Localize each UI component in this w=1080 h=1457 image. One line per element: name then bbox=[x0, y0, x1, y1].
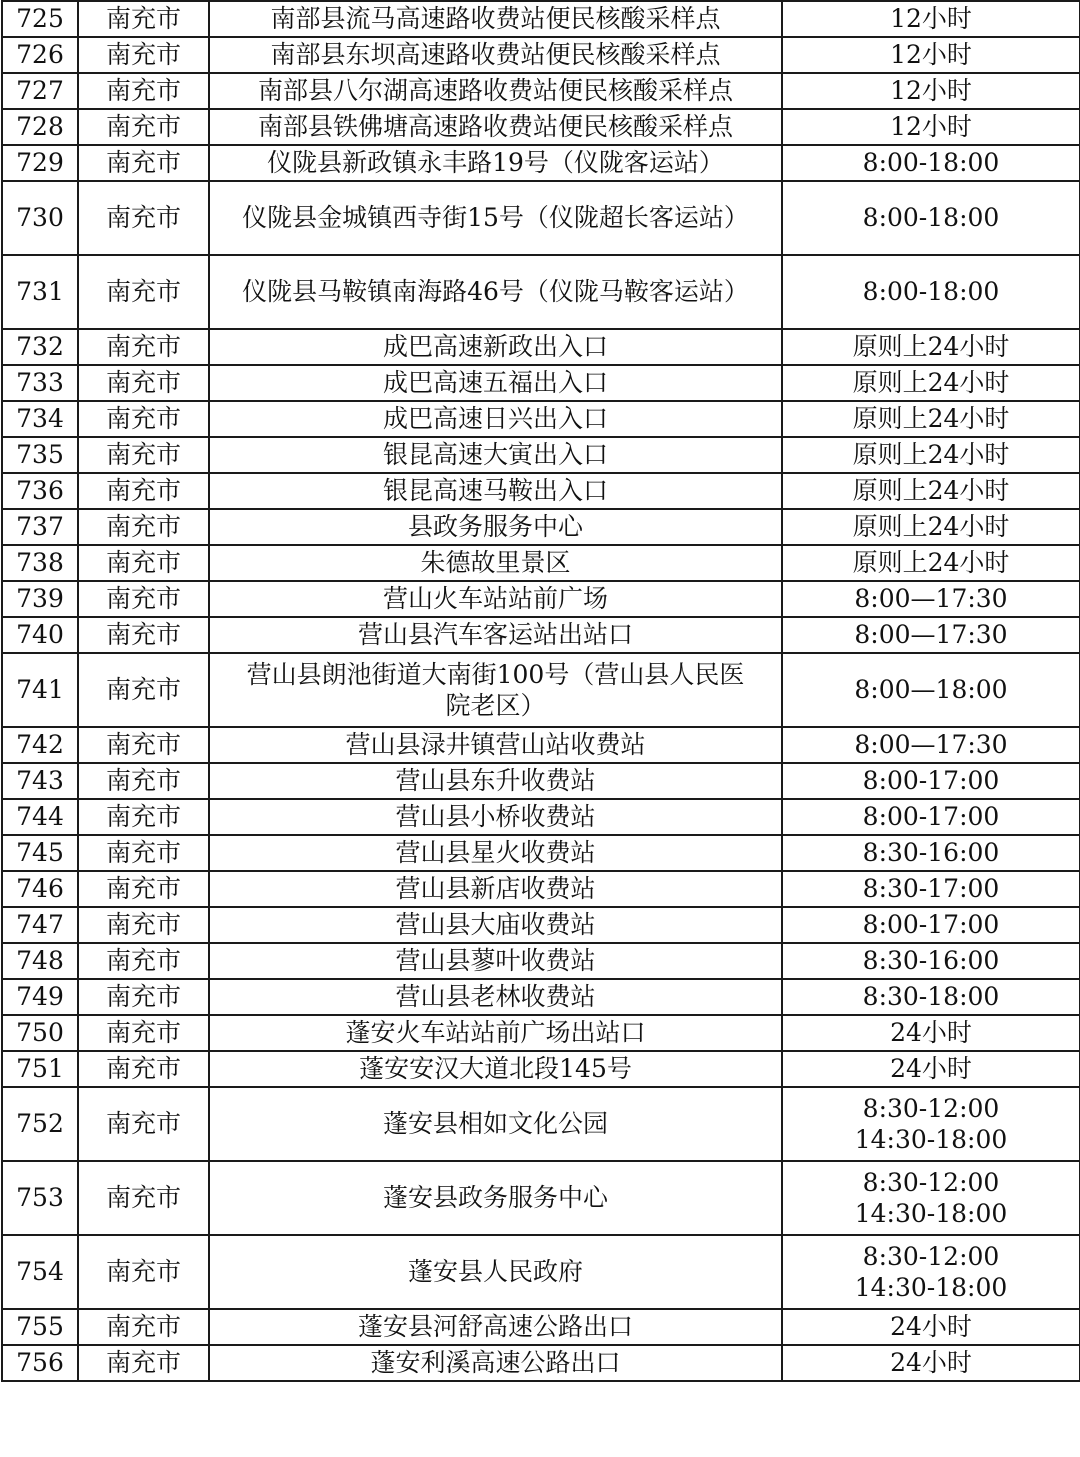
city-cell: 南充市 bbox=[78, 1309, 209, 1345]
hours-cell bbox=[782, 1, 1080, 37]
hours-cell bbox=[782, 1015, 1080, 1051]
location-line: 营山县东升收费站 bbox=[395, 766, 596, 795]
location-line: 营山县老林收费站 bbox=[395, 982, 596, 1011]
city-cell: 南充市 bbox=[78, 1087, 209, 1161]
table-row bbox=[2, 727, 1080, 763]
hours-line: 8:00-17:00 bbox=[862, 802, 1000, 831]
location-line: 营山县小桥收费站 bbox=[395, 802, 596, 831]
city-cell: 南充市 bbox=[78, 37, 209, 73]
row-number-cell: 748 bbox=[2, 943, 78, 979]
hours-cell bbox=[782, 437, 1080, 473]
row-number-cell: 743 bbox=[2, 763, 78, 799]
hours-line: 原则上24小时 bbox=[852, 368, 1010, 397]
table-row bbox=[2, 907, 1080, 943]
row-number-cell: 749 bbox=[2, 979, 78, 1015]
hours-line: 8:30-16:00 bbox=[862, 946, 1000, 975]
location-cell bbox=[209, 1051, 782, 1087]
table-row bbox=[2, 37, 1080, 73]
city-cell: 南充市 bbox=[78, 1235, 209, 1309]
table-row bbox=[2, 401, 1080, 437]
location-line: 营山县渌井镇营山站收费站 bbox=[345, 730, 646, 759]
hours-cell bbox=[782, 653, 1080, 727]
hours-cell bbox=[782, 727, 1080, 763]
table-row bbox=[2, 329, 1080, 365]
row-number-cell: 745 bbox=[2, 835, 78, 871]
row-number-cell: 746 bbox=[2, 871, 78, 907]
city-cell: 南充市 bbox=[78, 871, 209, 907]
location-cell bbox=[209, 653, 782, 727]
table-row bbox=[2, 1161, 1080, 1235]
row-number-cell: 739 bbox=[2, 581, 78, 617]
city-cell: 南充市 bbox=[78, 509, 209, 545]
hours-cell bbox=[782, 763, 1080, 799]
hours-line: 8:00—17:30 bbox=[854, 730, 1008, 759]
location-cell bbox=[209, 1087, 782, 1161]
table-row bbox=[2, 473, 1080, 509]
location-line: 南部县八尔湖高速路收费站便民核酸采样点 bbox=[257, 76, 733, 105]
row-number-cell: 736 bbox=[2, 473, 78, 509]
row-number-cell: 738 bbox=[2, 545, 78, 581]
location-cell bbox=[209, 73, 782, 109]
location-cell bbox=[209, 581, 782, 617]
location-cell bbox=[209, 943, 782, 979]
location-cell bbox=[209, 255, 782, 329]
row-number-cell: 754 bbox=[2, 1235, 78, 1309]
location-line: 营山火车站站前广场 bbox=[382, 584, 608, 613]
location-line: 蓬安安汉大道北段145号 bbox=[359, 1054, 632, 1083]
location-line: 朱德故里景区 bbox=[420, 548, 571, 577]
table-row bbox=[2, 181, 1080, 255]
location-line: 南部县流马高速路收费站便民核酸采样点 bbox=[270, 4, 721, 33]
table-row bbox=[2, 1015, 1080, 1051]
hours-line: 24小时 bbox=[890, 1018, 972, 1047]
hours-cell bbox=[782, 145, 1080, 181]
row-number-cell: 731 bbox=[2, 255, 78, 329]
location-cell bbox=[209, 1015, 782, 1051]
location-line: 成巴高速日兴出入口 bbox=[382, 404, 608, 433]
hours-cell bbox=[782, 1051, 1080, 1087]
hours-line: 8:00—17:30 bbox=[854, 584, 1008, 613]
city-cell: 南充市 bbox=[78, 727, 209, 763]
city-cell: 南充市 bbox=[78, 73, 209, 109]
location-cell bbox=[209, 727, 782, 763]
city-cell: 南充市 bbox=[78, 145, 209, 181]
table-row bbox=[2, 437, 1080, 473]
city-cell: 南充市 bbox=[78, 329, 209, 365]
city-cell: 南充市 bbox=[78, 545, 209, 581]
hours-line: 24小时 bbox=[890, 1348, 972, 1377]
row-number-cell: 725 bbox=[2, 1, 78, 37]
table-row bbox=[2, 617, 1080, 653]
location-cell bbox=[209, 871, 782, 907]
location-cell bbox=[209, 329, 782, 365]
hours-line: 8:30-18:00 bbox=[862, 982, 1000, 1011]
city-cell: 南充市 bbox=[78, 109, 209, 145]
row-number-cell: 733 bbox=[2, 365, 78, 401]
city-cell: 南充市 bbox=[78, 653, 209, 727]
location-line: 银昆高速大寅出入口 bbox=[382, 440, 608, 469]
hours-cell bbox=[782, 401, 1080, 437]
hours-line: 24小时 bbox=[890, 1312, 972, 1341]
hours-line: 8:30-12:00 bbox=[862, 1242, 1000, 1271]
hours-line: 8:00-17:00 bbox=[862, 766, 1000, 795]
city-cell: 南充市 bbox=[78, 473, 209, 509]
table-row bbox=[2, 145, 1080, 181]
location-cell bbox=[209, 799, 782, 835]
hours-cell bbox=[782, 545, 1080, 581]
city-cell: 南充市 bbox=[78, 181, 209, 255]
city-cell: 南充市 bbox=[78, 1161, 209, 1235]
hours-cell bbox=[782, 943, 1080, 979]
location-cell bbox=[209, 37, 782, 73]
location-line: 仪陇县新政镇永丰路19号（仪陇客运站） bbox=[267, 148, 724, 177]
location-line: 营山县朗池街道大南街100号（营山县人民医 bbox=[246, 660, 745, 689]
city-cell: 南充市 bbox=[78, 979, 209, 1015]
hours-cell bbox=[782, 835, 1080, 871]
hours-cell bbox=[782, 1345, 1080, 1381]
location-cell bbox=[209, 763, 782, 799]
table-row bbox=[2, 109, 1080, 145]
hours-cell bbox=[782, 473, 1080, 509]
testing-sites-table bbox=[1, 0, 1080, 1382]
row-number-cell: 729 bbox=[2, 145, 78, 181]
location-cell bbox=[209, 401, 782, 437]
row-number-cell: 750 bbox=[2, 1015, 78, 1051]
location-line: 营山县星火收费站 bbox=[395, 838, 596, 867]
row-number-cell: 740 bbox=[2, 617, 78, 653]
location-line: 蓬安县相如文化公园 bbox=[382, 1109, 608, 1138]
hours-cell bbox=[782, 1235, 1080, 1309]
location-cell bbox=[209, 473, 782, 509]
table-row bbox=[2, 1087, 1080, 1161]
location-cell bbox=[209, 1309, 782, 1345]
city-cell: 南充市 bbox=[78, 255, 209, 329]
row-number-cell: 727 bbox=[2, 73, 78, 109]
city-cell: 南充市 bbox=[78, 437, 209, 473]
hours-cell bbox=[782, 617, 1080, 653]
table-row bbox=[2, 943, 1080, 979]
location-cell bbox=[209, 907, 782, 943]
hours-line: 24小时 bbox=[890, 1054, 972, 1083]
location-cell bbox=[209, 509, 782, 545]
location-line: 成巴高速新政出入口 bbox=[382, 332, 608, 361]
location-line: 营山县大庙收费站 bbox=[395, 910, 596, 939]
hours-cell bbox=[782, 799, 1080, 835]
location-cell bbox=[209, 181, 782, 255]
location-cell bbox=[209, 1345, 782, 1381]
hours-line: 原则上24小时 bbox=[852, 476, 1010, 505]
location-cell bbox=[209, 979, 782, 1015]
row-number-cell: 734 bbox=[2, 401, 78, 437]
row-number-cell: 737 bbox=[2, 509, 78, 545]
hours-cell bbox=[782, 979, 1080, 1015]
hours-cell bbox=[782, 509, 1080, 545]
location-cell bbox=[209, 617, 782, 653]
hours-cell bbox=[782, 365, 1080, 401]
hours-line: 12小时 bbox=[890, 112, 972, 141]
hours-line: 8:30-12:00 bbox=[862, 1168, 1000, 1197]
hours-cell bbox=[782, 907, 1080, 943]
city-cell: 南充市 bbox=[78, 763, 209, 799]
location-cell bbox=[209, 109, 782, 145]
row-number-cell: 744 bbox=[2, 799, 78, 835]
city-cell: 南充市 bbox=[78, 617, 209, 653]
location-line: 县政务服务中心 bbox=[407, 512, 583, 541]
location-line: 南部县铁佛塘高速路收费站便民核酸采样点 bbox=[257, 112, 733, 141]
table-body bbox=[2, 1, 1080, 1381]
hours-cell bbox=[782, 255, 1080, 329]
city-cell: 南充市 bbox=[78, 1051, 209, 1087]
hours-cell bbox=[782, 37, 1080, 73]
location-line: 成巴高速五福出入口 bbox=[382, 368, 608, 397]
location-cell bbox=[209, 835, 782, 871]
city-cell: 南充市 bbox=[78, 1345, 209, 1381]
location-line: 营山县新店收费站 bbox=[395, 874, 596, 903]
hours-line: 原则上24小时 bbox=[852, 512, 1010, 541]
row-number-cell: 732 bbox=[2, 329, 78, 365]
city-cell: 南充市 bbox=[78, 1, 209, 37]
location-line: 仪陇县马鞍镇南海路46号（仪陇马鞍客运站） bbox=[242, 277, 749, 306]
city-cell: 南充市 bbox=[78, 365, 209, 401]
hours-cell bbox=[782, 109, 1080, 145]
location-cell bbox=[209, 437, 782, 473]
location-line: 营山县汽车客运站出站口 bbox=[357, 620, 633, 649]
city-cell: 南充市 bbox=[78, 835, 209, 871]
row-number-cell: 751 bbox=[2, 1051, 78, 1087]
hours-line: 12小时 bbox=[890, 76, 972, 105]
table-row bbox=[2, 979, 1080, 1015]
location-line: 银昆高速马鞍出入口 bbox=[382, 476, 608, 505]
location-line: 蓬安县政务服务中心 bbox=[382, 1183, 608, 1212]
hours-line: 原则上24小时 bbox=[852, 440, 1010, 469]
hours-cell bbox=[782, 181, 1080, 255]
location-line: 蓬安县河舒高速公路出口 bbox=[357, 1312, 633, 1341]
location-line: 蓬安县人民政府 bbox=[407, 1257, 583, 1286]
table-row bbox=[2, 1345, 1080, 1381]
city-cell: 南充市 bbox=[78, 943, 209, 979]
row-number-cell: 728 bbox=[2, 109, 78, 145]
hours-cell bbox=[782, 871, 1080, 907]
hours-line: 原则上24小时 bbox=[852, 404, 1010, 433]
location-line: 营山县蓼叶收费站 bbox=[395, 946, 596, 975]
row-number-cell: 747 bbox=[2, 907, 78, 943]
table-row bbox=[2, 509, 1080, 545]
location-cell bbox=[209, 1161, 782, 1235]
row-number-cell: 730 bbox=[2, 181, 78, 255]
city-cell: 南充市 bbox=[78, 799, 209, 835]
location-line: 南部县东坝高速路收费站便民核酸采样点 bbox=[270, 40, 721, 69]
table-row bbox=[2, 1309, 1080, 1345]
hours-line: 8:00—17:30 bbox=[854, 620, 1008, 649]
row-number-cell: 756 bbox=[2, 1345, 78, 1381]
city-cell: 南充市 bbox=[78, 401, 209, 437]
location-line: 蓬安利溪高速公路出口 bbox=[370, 1348, 621, 1377]
hours-cell bbox=[782, 73, 1080, 109]
hours-line: 8:00-18:00 bbox=[862, 203, 1000, 232]
hours-cell bbox=[782, 1087, 1080, 1161]
hours-line: 12小时 bbox=[890, 40, 972, 69]
row-number-cell: 742 bbox=[2, 727, 78, 763]
hours-line: 8:00-18:00 bbox=[862, 148, 1000, 177]
hours-line: 原则上24小时 bbox=[852, 548, 1010, 577]
hours-line: 14:30-18:00 bbox=[854, 1125, 1008, 1154]
hours-line: 原则上24小时 bbox=[852, 332, 1010, 361]
location-cell bbox=[209, 1235, 782, 1309]
hours-line: 14:30-18:00 bbox=[854, 1199, 1008, 1228]
hours-line: 8:00—18:00 bbox=[854, 675, 1008, 704]
city-cell: 南充市 bbox=[78, 581, 209, 617]
location-line: 院老区） bbox=[445, 691, 546, 720]
location-line: 仪陇县金城镇西寺街15号（仪陇超长客运站） bbox=[242, 203, 749, 232]
table-row bbox=[2, 799, 1080, 835]
table-row bbox=[2, 365, 1080, 401]
location-cell bbox=[209, 545, 782, 581]
table-row bbox=[2, 871, 1080, 907]
row-number-cell: 735 bbox=[2, 437, 78, 473]
table-row bbox=[2, 1235, 1080, 1309]
city-cell: 南充市 bbox=[78, 907, 209, 943]
table-row bbox=[2, 581, 1080, 617]
location-line: 蓬安火车站站前广场出站口 bbox=[345, 1018, 646, 1047]
location-cell bbox=[209, 1, 782, 37]
table-row bbox=[2, 255, 1080, 329]
row-number-cell: 752 bbox=[2, 1087, 78, 1161]
hours-line: 12小时 bbox=[890, 4, 972, 33]
location-cell bbox=[209, 145, 782, 181]
city-cell: 南充市 bbox=[78, 1015, 209, 1051]
row-number-cell: 755 bbox=[2, 1309, 78, 1345]
table-row bbox=[2, 73, 1080, 109]
row-number-cell: 753 bbox=[2, 1161, 78, 1235]
hours-line: 14:30-18:00 bbox=[854, 1273, 1008, 1302]
hours-line: 8:30-16:00 bbox=[862, 838, 1000, 867]
hours-line: 8:30-12:00 bbox=[862, 1094, 1000, 1123]
hours-cell bbox=[782, 1161, 1080, 1235]
row-number-cell: 741 bbox=[2, 653, 78, 727]
table-row bbox=[2, 763, 1080, 799]
table-row bbox=[2, 835, 1080, 871]
hours-cell bbox=[782, 329, 1080, 365]
table-row bbox=[2, 1051, 1080, 1087]
location-cell bbox=[209, 365, 782, 401]
table-row bbox=[2, 1, 1080, 37]
hours-cell bbox=[782, 581, 1080, 617]
hours-line: 8:30-17:00 bbox=[862, 874, 1000, 903]
table-row bbox=[2, 653, 1080, 727]
hours-cell bbox=[782, 1309, 1080, 1345]
row-number-cell: 726 bbox=[2, 37, 78, 73]
hours-line: 8:00-18:00 bbox=[862, 277, 1000, 306]
table-row bbox=[2, 545, 1080, 581]
hours-line: 8:00-17:00 bbox=[862, 910, 1000, 939]
